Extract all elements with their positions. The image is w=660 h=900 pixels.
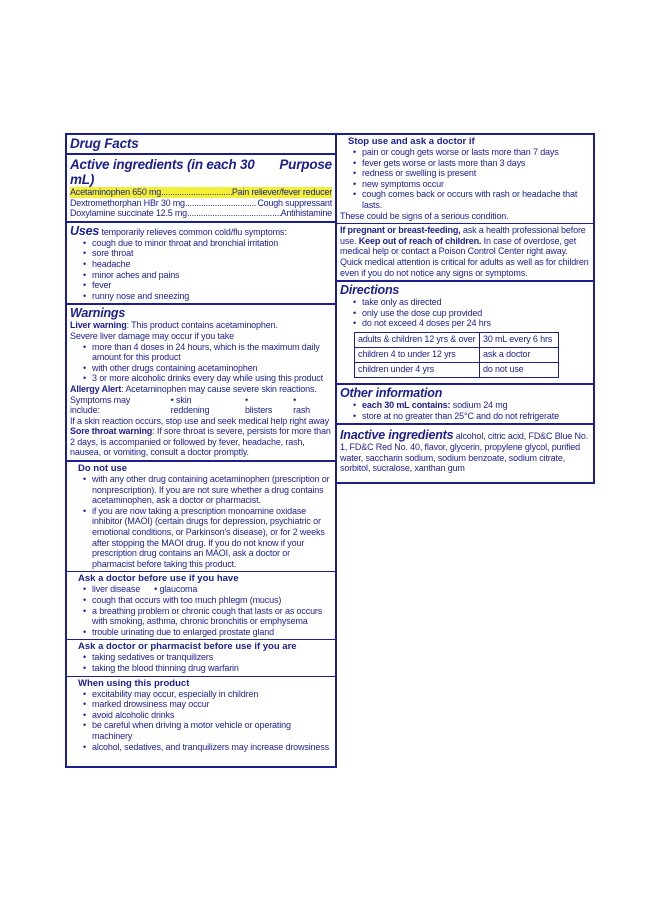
list-item: • only use the dose cup provided (362, 308, 590, 319)
list-item: • new symptoms occur (362, 179, 590, 190)
drug-facts-right-panel (335, 133, 595, 484)
keep-out-label: Keep out of reach of children. (358, 235, 482, 246)
ingredient-row (70, 187, 332, 198)
list-item: • marked drowsiness may occur (92, 699, 332, 710)
ingredient-name: Dextromethorphan HBr 30 mg (70, 197, 185, 208)
leader-dots (187, 208, 281, 219)
list-item: • a breathing problem or chronic cough that lasts or as occurs with smoking, asthma, chronic bronchitis or emphysema (92, 606, 332, 627)
table-cell: ask a doctor (480, 347, 559, 362)
list-item: • with any other drug containing acetaminophen (prescription or nonprescription). If you are not sure whether a drug contains acetaminophen, ask a doctor or pharmacist. (92, 474, 332, 506)
table-cell: children 4 to under 12 yrs (355, 347, 480, 362)
warnings-section (67, 305, 335, 462)
other-info-section (337, 385, 593, 425)
list-item: • take only as directed (362, 297, 590, 308)
do-not-use-section (67, 462, 335, 572)
list-item: • minor aches and pains (92, 270, 332, 281)
symptom-item: • skin reddening (170, 394, 210, 416)
list-item: • fever (92, 280, 332, 291)
list-item: • trouble urinating due to enlarged prostate gland (92, 627, 332, 638)
other-info-list (340, 400, 590, 421)
list-item: • do not exceed 4 doses per 24 hrs (362, 318, 590, 329)
inactive-ingredients-section (337, 425, 593, 476)
symptom-text: rash (293, 405, 311, 416)
list-text: • glaucoma (154, 584, 198, 595)
purpose-heading: Purpose (279, 157, 332, 172)
ask-pharmacist-list (70, 652, 332, 673)
sodium-text: sodium 24 mg (450, 399, 508, 410)
list-item: • headache (92, 259, 332, 270)
ingredient-purpose: Pain reliever/fever reducer (231, 187, 332, 197)
uses-intro: temporarily relieves common cold/flu symptoms: (101, 226, 287, 237)
allergy-alert-text: : Acetaminophen may cause severe skin reactions. (121, 383, 317, 394)
symptoms-label: Symptoms may include: (70, 394, 131, 416)
ingredient-purpose: Cough suppressant (257, 197, 332, 208)
ingredient-purpose: Antihistamine (280, 208, 332, 219)
table-cell: children under 4 yrs (355, 362, 480, 377)
ask-pharmacist-section (67, 640, 335, 676)
liver-warning-label: Liver warning (70, 320, 127, 331)
list-item: • fever gets worse or lasts more than 3 days (362, 158, 590, 169)
ingredient-row (70, 208, 332, 219)
list-item: • cough comes back or occurs with rash or headache that lasts. (362, 189, 590, 210)
list-item: • taking sedatives or tranquilizers (92, 652, 332, 663)
ingredient-name: Doxylamine succinate 12.5 mg (70, 208, 187, 219)
symptom-text: skin reddening (170, 394, 210, 416)
list-text: liver disease (92, 584, 141, 595)
list-text: glaucoma (159, 584, 198, 595)
inactive-ingredients-heading: Inactive ingredients (340, 428, 454, 443)
directions-list (340, 297, 590, 329)
symptom-item: • blisters (244, 394, 273, 416)
list-item: • pain or cough gets worse or lasts more than 7 days (362, 147, 590, 158)
sodium-label: each 30 mL contains: (362, 399, 451, 410)
uses-list (70, 238, 332, 302)
stop-use-section (337, 135, 593, 224)
when-using-heading: When using this product (78, 677, 190, 689)
list-item: • more than 4 doses in 24 hours, which is the maximum daily amount for this product (92, 342, 332, 363)
dosage-table (354, 332, 559, 378)
liver-list (70, 342, 332, 384)
list-item: • sore throat (92, 248, 332, 259)
table-row (355, 332, 559, 347)
stop-use-list (340, 147, 590, 211)
list-item: • alcohol, sedatives, and tranquilizers may increase drowsiness (92, 742, 332, 753)
leader-dots (185, 198, 257, 209)
directions-heading: Directions (340, 283, 400, 298)
liver-warning-text: : This product contains acetaminophen. (126, 320, 278, 331)
when-using-section (67, 677, 335, 755)
list-item: • be careful when driving a motor vehicle or operating machinery (92, 720, 332, 741)
active-ingredients-section (67, 135, 335, 155)
ask-doctor-section (67, 572, 335, 640)
stop-use-note: These could be signs of a serious condition. (340, 210, 509, 221)
stop-use-heading: Stop use and ask a doctor if (348, 136, 475, 147)
keep-out-text: In case of overdose, get medical help or contact a Poison Control Center right away. Quick medical attention is critical for adults as well as for children even if you do not notice any signs or symptoms. (340, 235, 589, 278)
symptom-item: • rash (293, 394, 311, 416)
list-item: • store at no greater than 25°C and do not refrigerate (362, 411, 590, 422)
list-item: • with other drugs containing acetaminophen (92, 363, 332, 374)
drug-facts-left-panel (65, 133, 337, 768)
directions-section (337, 282, 593, 385)
liver-warning-text2: Severe liver damage may occur if you take (70, 330, 234, 341)
warnings-heading: Warnings (70, 306, 126, 321)
table-row (355, 347, 559, 362)
active-ingredients-heading: Active ingredients (in each 30 mL) (70, 157, 255, 187)
list-item: • runny nose and sneezing (92, 291, 332, 302)
list-item: • if you are now taking a prescription monoamine oxidase inhibitor (MAOI) (certain drugs for depression, psychiatric or emotional conditions, or Parkinson's disease), or for 2 weeks after stopping the MAOI drug. If you do not know if your prescription drug contains an MAOI, ask a doctor or pharmacist before taking this product. (92, 506, 332, 570)
list-item: • cough due to minor throat and bronchial irritation (92, 238, 332, 249)
list-item: • redness or swelling is present (362, 168, 590, 179)
uses-heading: Uses (70, 223, 100, 238)
active-ingredients-block (67, 155, 335, 223)
list-item (92, 584, 332, 595)
allergy-alert-label: Allergy Alert (70, 383, 122, 394)
symptom-text: blisters (244, 405, 273, 416)
pregnancy-label: If pregnant or breast-feeding, (340, 225, 461, 236)
sore-throat-label: Sore throat warning (70, 426, 153, 437)
pregnancy-section (337, 224, 593, 282)
list-item: • cough that occurs with too much phlegm (mucus) (92, 595, 332, 606)
table-cell: do not use (480, 362, 559, 377)
symptoms-line (70, 395, 332, 416)
leader-dots (161, 187, 232, 198)
ask-pharmacist-heading: Ask a doctor or pharmacist before use if you are (78, 641, 297, 653)
list-item: • excitability may occur, especially in children (92, 689, 332, 700)
list-item (362, 400, 590, 411)
allergy-text2: If a skin reaction occurs, stop use and seek medical help right away (70, 415, 329, 426)
inactive-ingredients-text: alcohol, citric acid, FD&C Blue No. 1, FD&C Red No. 40, flavor, glycerin, propylene glycol, purified water, saccharin sodium, sodium benzoate, sodium citrate, sorbitol, sucralose, xanthan gum (340, 431, 589, 474)
pregnancy-text: ask a health professional before use. (340, 225, 586, 246)
ask-doctor-heading: Ask a doctor before use if you have (78, 573, 239, 585)
uses-section (67, 223, 335, 306)
active-heading-row (70, 157, 332, 187)
do-not-use-heading: Do not use (78, 463, 128, 475)
ingredient-row (70, 198, 332, 209)
list-item: • taking the blood thinning drug warfarin (92, 663, 332, 674)
sore-throat-text: : If sore throat is severe, persists for more than 2 days, is accompanied or followed by fever, headache, rash, nausea, or vomiting, consult a doctor promptly. (70, 426, 331, 458)
table-row (355, 362, 559, 377)
ingredient-name: Acetaminophen 650 mg (70, 187, 162, 197)
table-cell: adults & children 12 yrs & over (355, 332, 480, 347)
table-cell: 30 mL every 6 hrs (480, 332, 559, 347)
list-item: • avoid alcoholic drinks (92, 710, 332, 721)
do-not-use-list (70, 474, 332, 569)
when-using-list (70, 689, 332, 753)
ask-doctor-list (70, 584, 332, 637)
other-info-heading: Other information (340, 385, 443, 400)
list-item: • 3 or more alcoholic drinks every day while using this product (92, 373, 332, 384)
drug-facts-title: Drug Facts (70, 136, 139, 151)
